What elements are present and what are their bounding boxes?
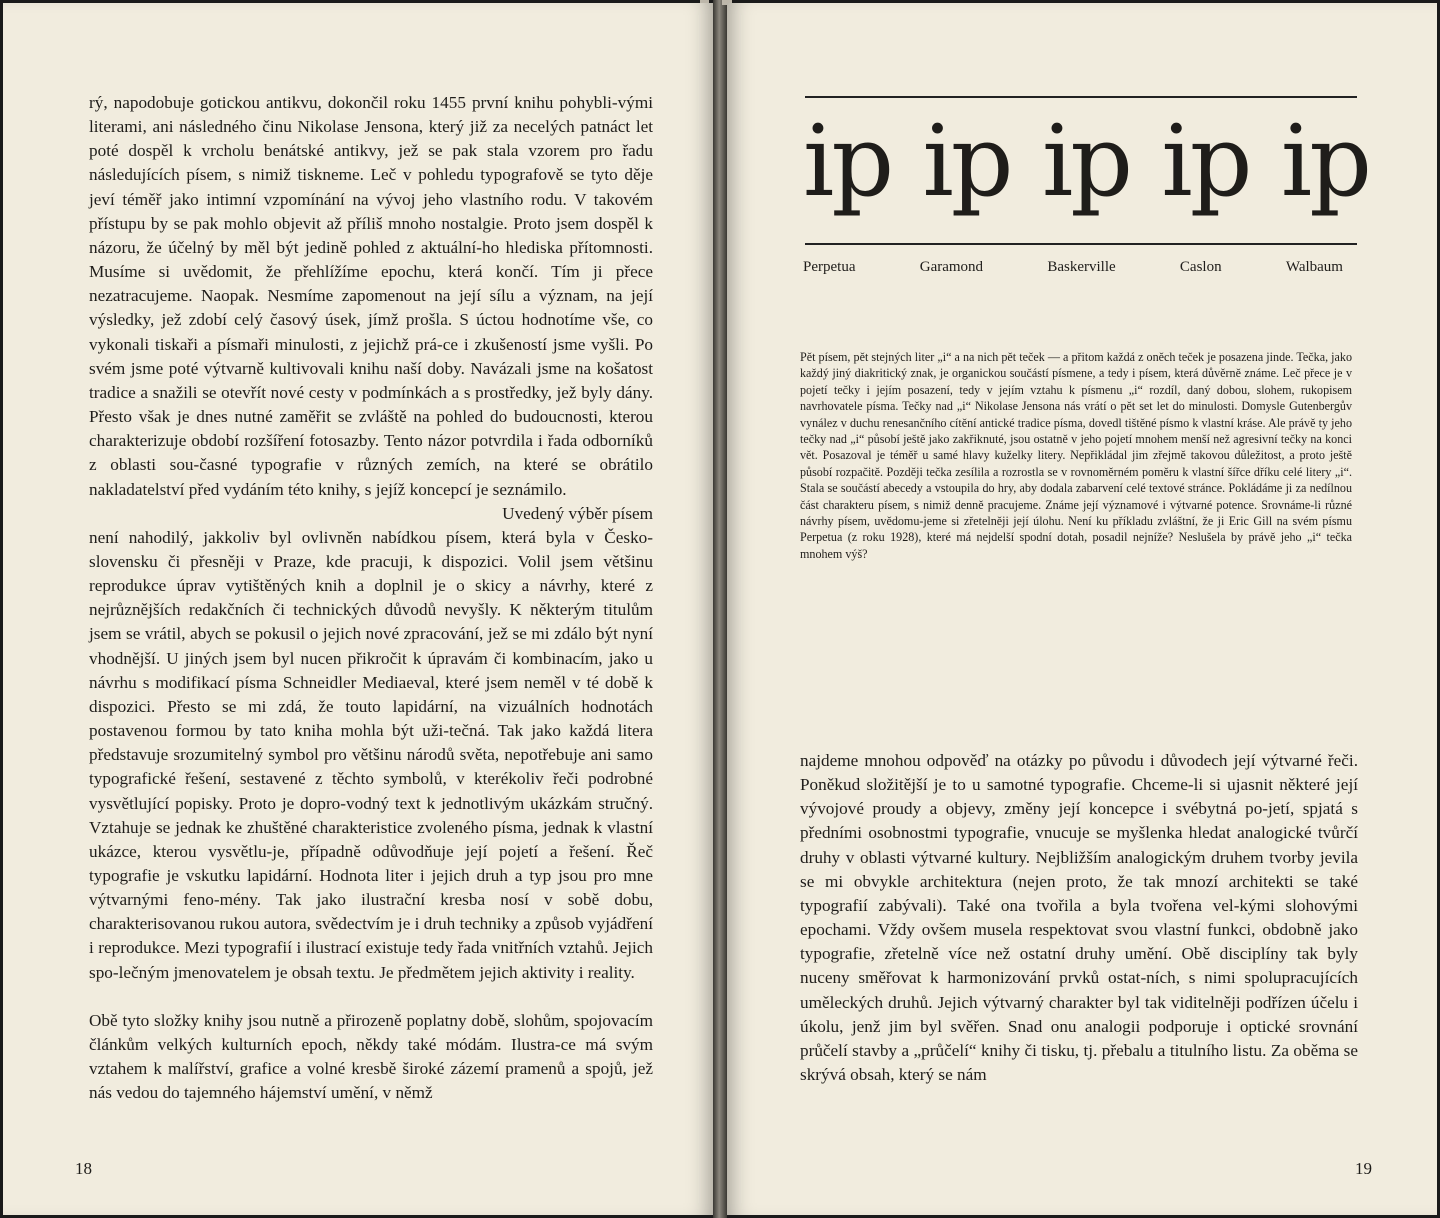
caption-text: Pět písem, pět stejných liter „i“ a na nich pět teček — a přitom každá z oněch teček je posazena jinde. Tečka, jako každý jiný diakritický znak, je organickou součástí písmene, a tedy i písem, která důvěrně známe. Leč přece je v pojetí tečky i jejím posazení, tedy v jejím vztahu k písmenu „i“ rozdíl, daný dobou, slohem, rukopisem navrhovatele písma. Tečky nad „i“ Nikolase Jensona nás vrátí o pět set let do minulosti. Domysle Gutenbergův vynález v duchu renesančního cítění antické tradice písma, dovedl tištěné písmo k vlastní kráse. Ale právě ty jeho tečky nad „i“ působí ještě jako zakřiknuté, jsou ostatně v jeho pojetí mnohem menší než agresivní tečky na konci vět. Posazoval je téměř u samé hlavy kuželky litery. Nepřikládal jim zřejmě takovou důležitost, a proto ještě působí rozpačitě. Později tečka zesílila a rozrostla se v rovnoměrném poměru k vlastní šířce dříku celé litery „i“. Stala se součástí abecedy a vstoupila do hry, aby dodala zabarvení celé textové stránce. Pokládáme ji za nedílnou část charakteru písem, s nimiž denně pracujeme. Známe její významové i výtvarné potence. Srovnáme-li různé návrhy písem, uvědomu-jeme si zřetelněji její úlohu. Není ku příkladu zvláštní, že ji Eric Gill na svém písmu Perpetua (z roku 1928), které má nejdelší spodní dotah, posadil nejníže? Neslušela by právě jeho „i“ tečka mnohem výš? xyxy=(800,350,1352,561)
left-page xyxy=(3,3,713,1215)
right-body-text xyxy=(800,749,1358,1087)
font-name-row xyxy=(803,259,1343,276)
left-body-text xyxy=(89,91,653,1105)
font-name-label: Walbaum xyxy=(1285,259,1343,275)
bottom-rule xyxy=(805,243,1357,245)
page-number: 18 xyxy=(75,1159,92,1178)
book-gutter xyxy=(713,0,727,1218)
font-name-label: Perpetua xyxy=(803,259,856,275)
paragraph-lead: Uvedený výběr písem xyxy=(502,503,653,523)
font-name-label: Baskerville xyxy=(1047,259,1116,275)
font-name-label: Garamond xyxy=(919,259,984,275)
ip-comparison-row xyxy=(803,99,1369,225)
ip-sample-walbaum: ip xyxy=(1280,105,1369,219)
page-number: 19 xyxy=(1355,1159,1372,1178)
ip-sample-perpetua: ip xyxy=(803,105,892,219)
font-name-label: Caslon xyxy=(1179,259,1222,275)
right-page xyxy=(727,3,1437,1215)
paragraph: není nahodilý, jakkoliv byl ovlivněn nabídkou písem, která byla v Česko-slovensku či přesněji v Praze, kde pracuji, k dispozici. Volil jsem většinu reprodukce úprav vytištěných knih a doplnil je o skicy a návrhy, které z nejrůznějších redakčních či technických důvodů nevyšly. K některým titulům jsem se vrátil, abych se pokusil o jejich nové zpracování, jež se mi zdálo být nyní vhodnější. U jiných jsem byl nucen přikročit k úpravám či kombinacím, jako u návrhu s modifikací písma Schneidler Mediaeval, které jsem neměl v té době k dispozici. Přesto se mi zdá, že touto lapidární, na vizuálních hodnotách postavenou formou by tato kniha mohla být uži-tečná. Tak jako každá litera představuje srozumitelný symbol pro většinu národů světa, nepotřebuje ani samo typografické řešení, sestavené z těchto symbolů, v kterékoliv řeči podrobné vysvětlující popisky. Proto je dopro-vodný text k jednotlivým ukázkám stručný. Vztahuje se jednak ke zhuštěné charakteristice zvoleného písma, jednak k vlastní ukázce, kterou vysvětlu-je, případně odůvodňuje její pojetí a řešení. Řeč typografie je vskutku lapidární. Hodnota liter i jejich druh a typ jsou pro mne výtvarnými feno-mény. Tak jako ilustrační kresba nosí v sobě dobu, charakterisovanou rukou autora, svědectvím je i druh techniky a způsob vyjádření i reprodukce. Mezi typografií i ilustrací existuje tedy řada vnitřních vztahů. Jejich spo-lečným jmenovatelem je obsah textu. Je předmětem jejich aktivity i reality. xyxy=(89,527,653,982)
paragraph: najdeme mnohou odpověď na otázky po původu i důvodech její výtvarné řeči. Poněkud složitější je to u samotné typografie. Chceme-li si ujasnit některé její vývojové proudy a objevy, změny její koncepce i svébytná po-jetí, spjatá s předními osobnostmi typografie, vnucuje se myšlenka hledat analogické tvůrčí druhy v oblasti výtvarné kultury. Nejbližším analogickým druhem tvorby jevila se mi obvykle architektura (nejen proto, že tak mnozí architekti se také typografií zabývali). Také ona tvořila a byla tvořena vel-kými slohovými epochami. Vždy ovšem musela respektovat svou vlastní funkci, obdobně jako typografie, zřetelně více než ostatní druhy umění. Obě disciplíny tak byly nuceny směřovat k harmonizování prvků ostat-ních, s nimi spolupracujících uměleckých druhů. Jejich výtvarný charakter byl tak viditelněji podřízen účelu i úkolu, jenž jim byl svěřen. Snad onu analogii podporuje i optické srovnání průčelí stavby a „průčelí“ knihy či tisku, tj. přebalu a titulního listu. Za oběma se skrývá obsah, který se nám xyxy=(800,751,1358,1085)
ip-sample-garamond: ip xyxy=(922,105,1011,219)
top-rule xyxy=(805,96,1357,98)
ip-sample-caslon: ip xyxy=(1161,105,1250,219)
ip-sample-baskerville: ip xyxy=(1041,105,1131,219)
paragraph: rý, napodobuje gotickou antikvu, dokončil roku 1455 první knihu pohybli-vými literami, ani následného činu Nikolase Jensona, který již za necelých patnáct let poté dospěl k vrcholu benátské antikvy, jež se pak stala vzorem pro řadu následujících písem, s nimiž tiskneme. Leč v pohledu typografově se tyto děje jeví téměř jako intimní vzpomínání na vývoj jeho vlastního rodu. V takovém přístupu by se pak mohlo objevit až příliš mnoho nostalgie. Proto jsem dospěl k názoru, že účelný by měl být jedině pohled z aktuální-ho hlediska přítomnosti. Musíme si uvědomit, že přehlížíme epochu, která končí. Tím ji přece nezatracujeme. Naopak. Nesmíme zapomenout na její sílu a význam, na její výsledky, jež zdobí celý časový úsek, jímž prošla. S úctou hodnotíme vše, co vykonali tiskaři a písmaři minulosti, z jejichž prá-ce i zkušeností jsme vyšli. Po svém jsme poté výtvarně kultivovali knihu naší doby. Navázali jsme na košatost tradice a snažili se otevřít nové cesty v podmínkách a s prostředky, jež byly dány. Přesto však je dnes nutné zaměřit se zvláště na pohled do budoucnosti, kterou charakterizuje období rozšíření fotosazby. Tento názor potvrdila i řada odborníků z oblasti sou-časné typografie v různých zemích, na které se obrátilo nakladatelství před vydáním této knihy, s jejíž koncepcí je seznámilo. xyxy=(89,93,653,499)
figure-caption xyxy=(800,349,1352,562)
paragraph: Obě tyto složky knihy jsou nutně a přirozeně poplatny době, slohům, spojovacím článkům velkých kulturních epoch, někdy také módám. Ilustra-ce má svým vztahem k malířství, grafice a volné kresbě široké zázemí pramenů a spojů, jež nás vedou do tajemného hájemství umění, v němž xyxy=(89,1010,653,1103)
